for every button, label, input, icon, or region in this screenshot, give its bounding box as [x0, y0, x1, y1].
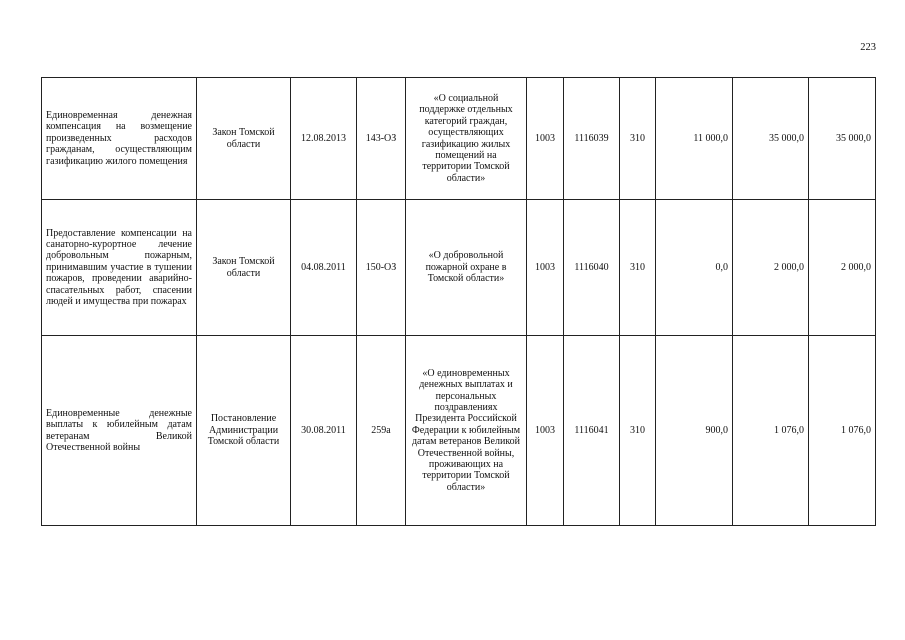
- row-expense: 310: [620, 78, 656, 200]
- row-value-1: 900,0: [656, 336, 733, 526]
- row-expense: 310: [620, 336, 656, 526]
- row-date: 12.08.2013: [291, 78, 357, 200]
- row-name: Единовременная денежная компенсация на возмещение произведенных расходов гражданам, осуществляющим газификацию жилого помещения: [42, 78, 197, 200]
- row-value-3: 1 076,0: [809, 336, 876, 526]
- row-section: 1003: [527, 200, 564, 336]
- row-value-2: 35 000,0: [733, 78, 809, 200]
- row-date: 04.08.2011: [291, 200, 357, 336]
- row-act-title: «О социальной поддержке отдельных категорий граждан, осуществляющих газификацию жилых помещений на территории Томской области»: [406, 78, 527, 200]
- row-number: 259а: [357, 336, 406, 526]
- row-value-3: 35 000,0: [809, 78, 876, 200]
- table-row: [42, 200, 876, 336]
- row-number: 143-ОЗ: [357, 78, 406, 200]
- row-target: 1116041: [564, 336, 620, 526]
- row-section: 1003: [527, 78, 564, 200]
- row-name: Единовременные денежные выплаты к юбилейным датам ветеранам Великой Отечественной войны: [42, 336, 197, 526]
- row-target: 1116040: [564, 200, 620, 336]
- row-number: 150-ОЗ: [357, 200, 406, 336]
- table-row: [42, 78, 876, 200]
- row-value-2: 1 076,0: [733, 336, 809, 526]
- row-target: 1116039: [564, 78, 620, 200]
- row-expense: 310: [620, 200, 656, 336]
- row-act-type: Закон Томской области: [197, 200, 291, 336]
- row-name: Предоставление компенсации на санаторно-курортное лечение добровольным пожарным, принимавшим участие в тушении пожаров, проведении аварийно-спасательных работ, спасении людей и имущества при пожарах: [42, 200, 197, 336]
- row-value-1: 11 000,0: [656, 78, 733, 200]
- budget-table: [41, 77, 876, 526]
- row-value-1: 0,0: [656, 200, 733, 336]
- page-number: 223: [860, 42, 876, 53]
- row-act-title: «О добровольной пожарной охране в Томской области»: [406, 200, 527, 336]
- row-act-type: Постановление Администрации Томской области: [197, 336, 291, 526]
- row-act-title: «О единовременных денежных выплатах и персональных поздравлениях Президента Российской Федерации к юбилейным датам ветеранов Великой Отечественной войны, проживающих на территории Томской области»: [406, 336, 527, 526]
- row-date: 30.08.2011: [291, 336, 357, 526]
- row-act-type: Закон Томской области: [197, 78, 291, 200]
- row-value-2: 2 000,0: [733, 200, 809, 336]
- row-section: 1003: [527, 336, 564, 526]
- table-row: [42, 336, 876, 526]
- row-value-3: 2 000,0: [809, 200, 876, 336]
